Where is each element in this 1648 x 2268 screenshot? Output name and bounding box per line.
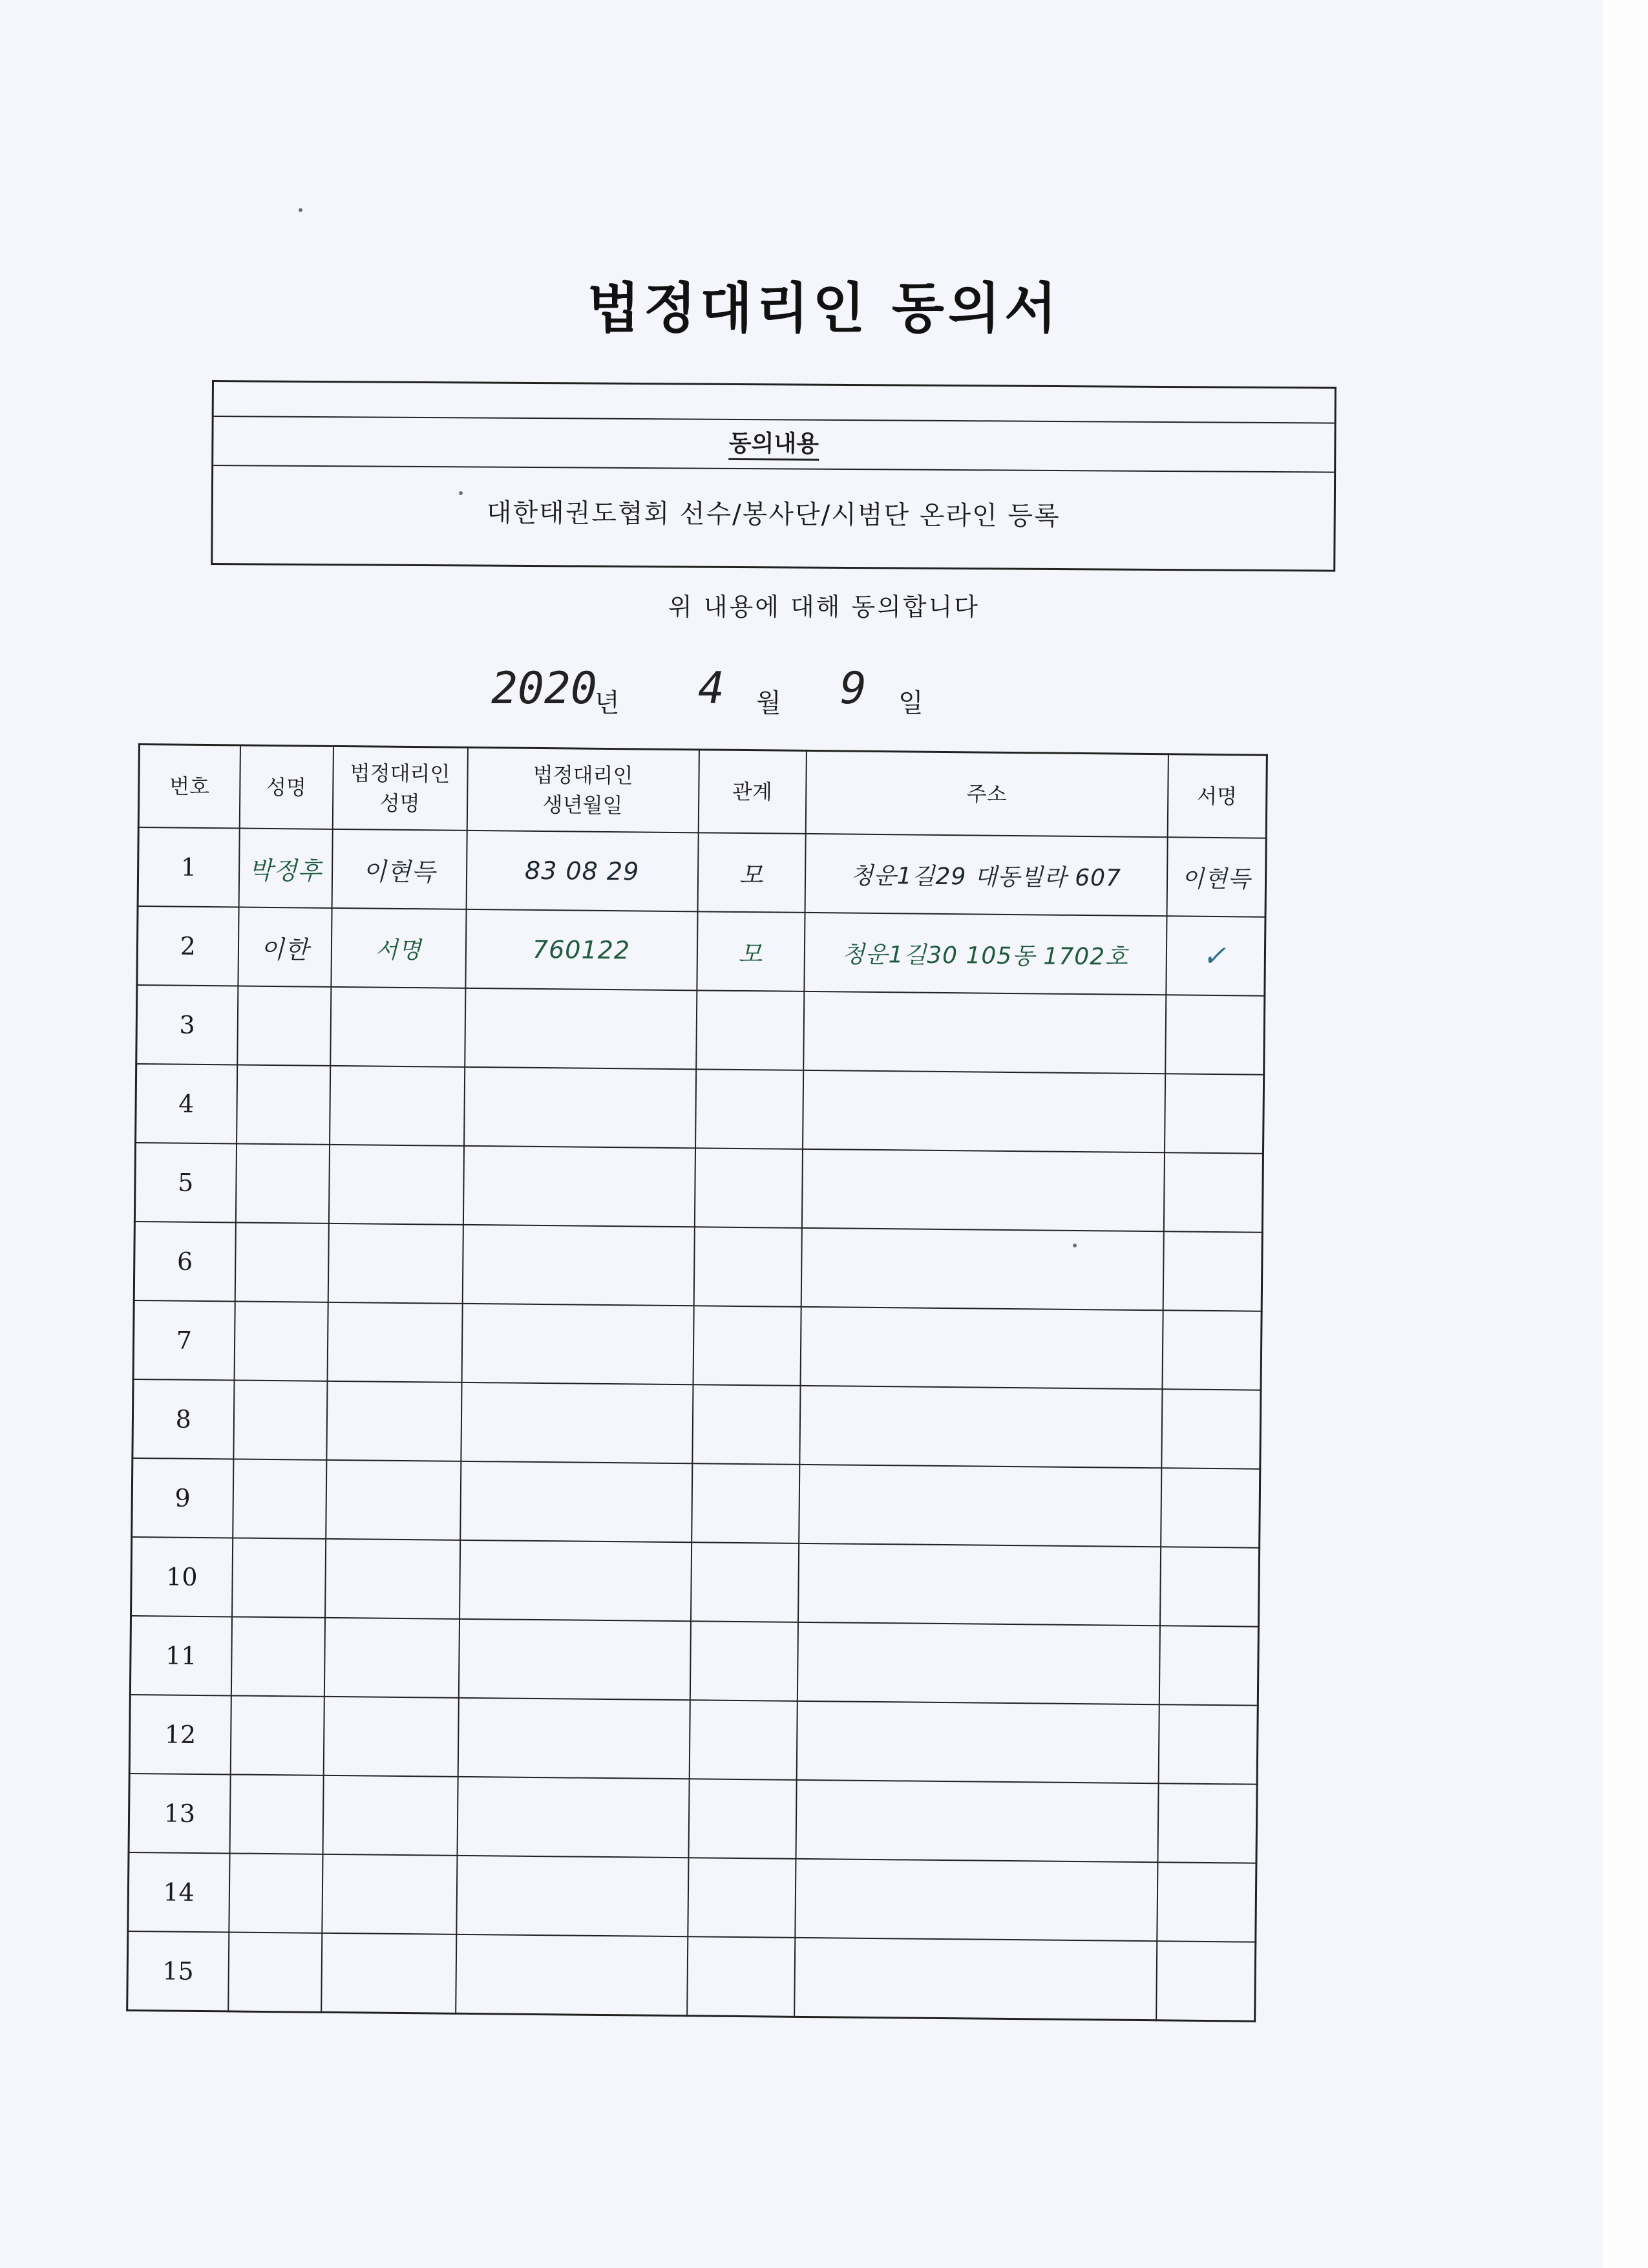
row-num: 9 <box>132 1458 233 1538</box>
consent-body: 대한태권도협회 선수/봉사단/시범단 온라인 등록 <box>486 498 1061 532</box>
row-address <box>803 991 1166 1074</box>
row-relation <box>692 1384 800 1465</box>
row-relation <box>696 990 804 1070</box>
row-name <box>234 1301 328 1381</box>
signature-mark: ✓ <box>1201 939 1229 973</box>
header-name: 성명 <box>239 745 333 829</box>
row-guardian <box>322 1775 458 1856</box>
row-guardian <box>328 1145 463 1225</box>
row-signature <box>1159 1626 1258 1705</box>
date-year-unit: 년 <box>595 688 620 718</box>
row-signature <box>1156 1941 1256 2021</box>
row-guardian <box>330 987 465 1067</box>
row-num: 1 <box>138 827 239 907</box>
date-month: 4 <box>698 663 724 714</box>
row-relation <box>687 1936 795 2017</box>
table-row <box>127 1931 1256 2021</box>
row-birth <box>461 1383 693 1463</box>
row-birth <box>463 1146 695 1227</box>
row-address <box>803 1070 1165 1152</box>
row-guardian <box>324 1618 459 1698</box>
row-name <box>229 1853 322 1933</box>
row-guardian <box>326 1460 461 1540</box>
row-birth: 83 08 29 <box>466 831 698 911</box>
row-address: 청운1길29 대동빌라 607 <box>805 834 1167 916</box>
row-relation <box>688 1779 796 1859</box>
table-row <box>132 1458 1260 1548</box>
row-address <box>797 1622 1159 1704</box>
table-row <box>129 1695 1258 1785</box>
row-num: 12 <box>129 1695 231 1774</box>
table-row <box>128 1852 1256 1942</box>
row-num: 3 <box>136 985 238 1065</box>
row-birth <box>462 1225 694 1306</box>
row-birth <box>456 1934 688 2016</box>
row-relation <box>688 1858 796 1938</box>
row-signature: 이현득 <box>1167 837 1266 917</box>
row-birth <box>465 988 697 1069</box>
row-name <box>237 1065 330 1144</box>
row-signature <box>1158 1704 1258 1784</box>
header-guardian-birth-line1: 법정대리인 <box>533 762 633 789</box>
row-num: 7 <box>133 1300 235 1380</box>
row-guardian <box>321 1933 456 2013</box>
date-line <box>491 659 1202 730</box>
row-address: 청운1길30 105동 1702호 <box>804 913 1167 995</box>
row-relation: 모 <box>697 832 805 913</box>
row-signature <box>1163 1231 1262 1311</box>
table-row <box>136 985 1265 1075</box>
row-birth <box>464 1067 696 1148</box>
row-address <box>796 1701 1159 1783</box>
header-address: 주소 <box>805 750 1168 837</box>
row-name <box>233 1459 326 1538</box>
row-signature <box>1157 1783 1257 1863</box>
row-num: 13 <box>129 1774 230 1853</box>
row-num: 14 <box>128 1852 229 1932</box>
row-signature <box>1162 1310 1262 1390</box>
row-relation <box>693 1306 801 1386</box>
agree-statement: 위 내용에 대해 동의합니다 <box>668 593 980 621</box>
row-name: 박정후 <box>238 829 332 908</box>
row-birth <box>460 1461 692 1542</box>
header-relation: 관계 <box>698 750 806 834</box>
row-num: 6 <box>134 1222 235 1301</box>
roster-table <box>126 743 1268 2022</box>
row-signature <box>1166 916 1265 995</box>
row-num: 8 <box>132 1379 234 1459</box>
row-address <box>800 1307 1163 1389</box>
table-row <box>136 1064 1264 1154</box>
table-row <box>132 1379 1261 1469</box>
row-address <box>801 1149 1164 1231</box>
row-guardian <box>330 1066 465 1146</box>
row-num: 4 <box>136 1064 237 1143</box>
row-name <box>229 1774 323 1854</box>
row-relation <box>695 1069 803 1149</box>
row-address <box>796 1780 1158 1862</box>
row-relation <box>693 1227 801 1307</box>
row-birth <box>460 1540 692 1621</box>
row-name <box>230 1695 324 1775</box>
row-num: 10 <box>131 1537 233 1616</box>
row-signature <box>1161 1389 1261 1468</box>
row-relation <box>691 1542 799 1622</box>
row-signature <box>1164 1074 1263 1153</box>
row-num: 11 <box>130 1616 231 1695</box>
row-birth <box>458 1619 690 1700</box>
table-header-row <box>138 745 1267 838</box>
row-guardian <box>325 1539 460 1619</box>
header-guardian-birth-line2: 생년월일 <box>542 792 623 818</box>
table-row <box>137 906 1265 996</box>
date-day: 9 <box>840 663 867 714</box>
row-relation: 모 <box>697 911 805 991</box>
row-address <box>795 1859 1157 1941</box>
row-birth: 760122 <box>465 909 697 990</box>
row-num: 15 <box>127 1931 229 2011</box>
table-row <box>134 1143 1263 1233</box>
row-name: 이한 <box>238 907 332 987</box>
row-name <box>233 1380 327 1459</box>
table-row <box>131 1537 1260 1627</box>
header-guardian-name <box>332 746 467 830</box>
row-name <box>231 1616 324 1696</box>
row-signature <box>1161 1468 1260 1547</box>
row-guardian: 이현득 <box>332 829 467 909</box>
header-num: 번호 <box>138 745 240 829</box>
row-birth <box>456 1856 688 1936</box>
row-signature <box>1163 1152 1263 1232</box>
consent-box <box>211 380 1336 572</box>
row-address <box>799 1386 1162 1468</box>
row-name <box>235 1222 328 1302</box>
row-relation <box>694 1148 802 1228</box>
row-guardian <box>323 1697 458 1777</box>
header-signature: 서명 <box>1167 754 1267 838</box>
row-birth <box>461 1304 693 1384</box>
date-year: 2020 <box>491 663 597 714</box>
roster-table-wrap <box>126 743 1266 2035</box>
scan-edge <box>1603 0 1648 2268</box>
table-row <box>138 827 1266 917</box>
row-name <box>232 1538 326 1617</box>
consent-header <box>213 417 1334 473</box>
row-name <box>235 1143 329 1223</box>
row-birth <box>457 1777 689 1858</box>
row-birth <box>458 1698 690 1779</box>
document-title: 법정대리인 동의서 <box>587 277 1061 340</box>
table-row <box>133 1300 1262 1390</box>
row-guardian <box>327 1302 462 1383</box>
row-relation <box>689 1700 797 1780</box>
row-guardian: 서명 <box>331 908 466 988</box>
scan-speck <box>459 491 463 495</box>
row-guardian <box>328 1224 463 1304</box>
row-signature <box>1157 1862 1256 1942</box>
consent-header-label: 동의내용 <box>729 430 819 461</box>
header-guardian-birth <box>467 747 699 832</box>
row-num: 2 <box>137 906 238 986</box>
table-row <box>129 1774 1257 1863</box>
scan-speck <box>299 208 302 212</box>
date-month-unit: 월 <box>756 688 781 718</box>
scan-speck <box>1073 1244 1077 1247</box>
row-address <box>794 1938 1157 2020</box>
row-num: 5 <box>134 1143 236 1222</box>
row-name <box>237 986 331 1065</box>
row-address <box>798 1543 1160 1626</box>
row-signature <box>1159 1547 1259 1626</box>
row-address <box>801 1228 1163 1310</box>
table-row <box>130 1616 1258 1706</box>
table-row <box>134 1222 1262 1311</box>
row-signature <box>1165 995 1265 1074</box>
row-guardian <box>326 1381 461 1461</box>
row-name <box>228 1932 322 2012</box>
row-relation <box>692 1463 799 1543</box>
row-relation <box>690 1621 798 1701</box>
date-day-unit: 일 <box>898 688 924 718</box>
row-guardian <box>322 1854 457 1934</box>
header-guardian-name-line2: 성명 <box>379 790 420 816</box>
header-guardian-name-line1: 법정대리인 <box>350 761 450 787</box>
row-address <box>799 1465 1161 1547</box>
